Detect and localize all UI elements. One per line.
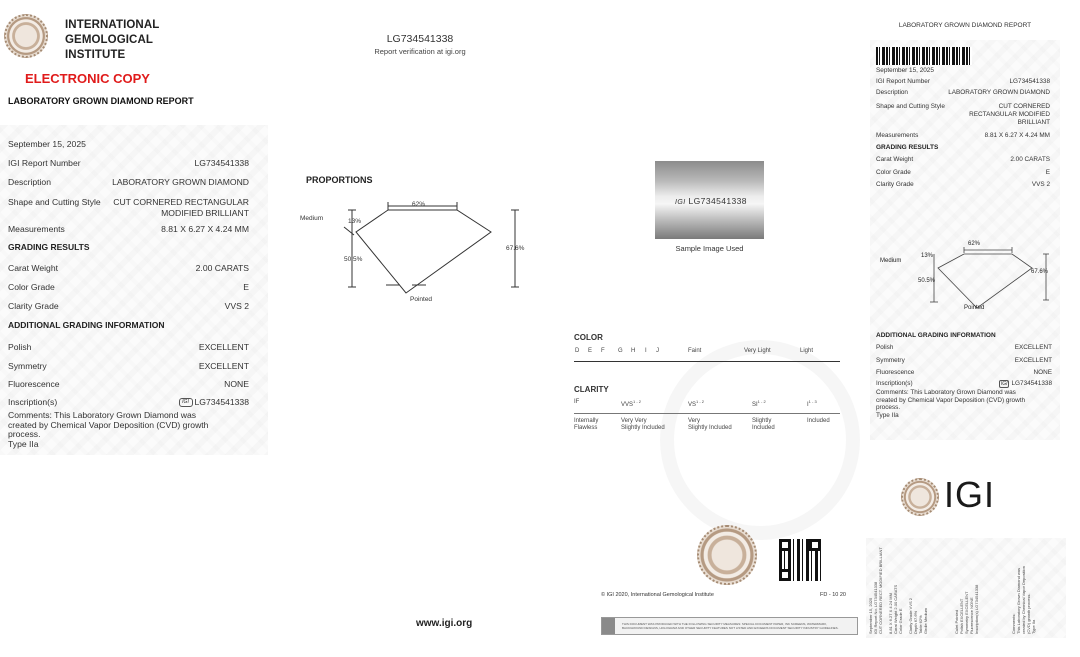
copyright: © IGI 2020, International Gemological Institute [601,592,714,598]
igi-wordmark: IGI [944,474,996,515]
clarity-code-i: $I^{1 - 3}$ [807,399,817,408]
color-grade-f: F [601,348,605,354]
mini-card-col-4: Culet Pointed Polish EXCELLENT Symmetry EXCELLENT Fluorescence NONE Inscription(s) LG734541338 [954,584,979,634]
org-name-line-3: INSTITUTE [65,49,126,61]
stub-pavilion-percent: 50.5% [918,278,936,284]
additional-info-heading: ADDITIONAL GRADING INFORMATION [8,320,165,330]
mini-card-col-5: Comments: This Laboratory Grown Diamond was created by Chemical Vapor Deposition (CVD) growth process. Type IIa [1011,566,1036,634]
stub-additional-heading: ADDITIONAL GRADING INFORMATION [876,332,996,339]
stub-culet-label: Pointed [964,305,985,311]
stub-crown-percent: 13% [921,253,934,259]
clarity-desc-if: Internally Flawless [574,418,599,431]
main-details: September 15, 2025 IGI Report Number LG734541338 Description LABORATORY GROWN DIAMOND Shape and Cutting Style CUT CORNERED RECTANGULAR MODIFIED BRILLIANT Measurements 8.81 X 6.27 X 4.24 MM GRADING RESULTS Carat Weight 2.00 CARATS Color Grade E Clarity Grade VVS 2 ADDITIONAL GRADING INFORMATION Polish EXCELLENT Symmetry EXCELLENT Fluorescence NONE Inscription(s) IGI LG734541338 Comments: This Laboratory Grown Diamond was created by Chemical Vapor Deposition (CVD) growth process. Type IIa [8,139,249,449]
org-name-line-2: GEMOLOGICAL [65,34,153,46]
qr-finder-bl [779,569,791,581]
stub-table-percent: 62% [968,241,981,247]
clarity-desc-i: Included [807,418,830,424]
security-notice [601,617,858,635]
clarity-code-si: SI$^{1 - 2}$ [752,399,766,408]
girdle-label: Medium [300,215,324,222]
verification-link[interactable]: Report verification at igi.org [374,47,466,56]
stub-girdle-label: Medium [880,258,902,264]
proportions-title: PROPORTIONS [306,175,373,185]
pavilion-percent: 50.5% [344,256,363,263]
color-range-faint: Faint [688,348,702,354]
color-scale-line [574,361,840,362]
center-header [340,33,500,56]
culet-label: Pointed [410,296,433,303]
stub-details: September 15, 2025 IGI Report Number LG734541338 Description LABORATORY GROWN DIAMOND Shape and Cutting Style CUT CORNERED RECTANGULAR MODIFIED BRILLIANT Measurements 8.81 X 6.27 X 4.24 MM GRADING RESULTS Carat Weight 2.00 CARATS Color Grade E Clarity Grade VVS 2 [876,67,1050,188]
clarity-desc-vs: Very Slightly Included [688,418,732,431]
color-grade-j: J [656,348,659,354]
diamond-profile-icon [296,195,536,310]
crown-percent: 13% [348,218,362,225]
org-name-line-1: INTERNATIONAL [65,19,160,31]
form-code: FD - 10 20 [820,592,846,598]
color-grade-i: I [645,348,647,354]
background-seal-watermark [660,340,860,540]
qr-finder-tr [809,539,821,551]
mini-card-col-2: 8.81 X 6.27 X 4.24 MM Carat Weight 2.00 CARATS Color Grade E [888,584,903,634]
proportions-diagram [296,195,536,310]
barcode [876,47,972,65]
color-grade-e: E [588,348,593,354]
table-percent: 62% [412,201,426,208]
color-grade-h: H [631,348,636,354]
color-grade-d: D [575,348,580,354]
clarity-code-vs: VS$^{1 - 2}$ [688,399,705,408]
color-grade-g: G [618,348,623,354]
report-number-header: LG734541338 [386,33,454,45]
sample-inscription-image [655,161,764,239]
security-text: THIS DOCUMENT WAS PRODUCED WITH THE FOLLOWING SECURITY MEASURES: SPECIAL DOCUMENT PAPER, INK SCREENS, WATERMARK, BACKGROUND DESIGNS, HOLOGRAM AND OTHER SECURITY FEATURES NOT LISTED AND EXCEEDS DOCUMENT SECURITY INDUSTRY GUIDELINES. [622,622,839,630]
igi-seal-logo [4,14,48,58]
mini-card [866,538,1066,638]
org-name [65,18,159,63]
clarity-desc-si: Slightly Included [752,418,775,431]
sample-inscription-text: IGI LG734541338 [675,196,747,206]
mini-card-col-1: September 15, 2025 IGI Report No. LG734541338 CUT CORNERED RECT. MODIFIED BRILLIANT [868,547,883,634]
clarity-desc-vvs: Very Very Slightly Included [621,418,665,431]
clarity-code-vvs: VVS$^{1 - 2}$ [621,399,642,408]
color-scale-title: COLOR [574,333,603,342]
clarity-code-if: IF [574,399,580,405]
stub-comments: Comments: This Laboratory Grown Diamond was created by Chemical Vapor Deposition (CVD) growth process. Type IIa [876,389,1026,419]
clarity-scale-title: CLARITY [574,385,609,394]
comments: Comments: This Laboratory Grown Diamond was created by Chemical Vapor Deposition (CVD) growth process. Type IIa [8,410,209,449]
color-scale [574,348,840,364]
igi-logo-icon: IGI [179,398,193,407]
stub-depth-percent: 67.6% [1031,269,1049,275]
clarity-scale-line [574,413,840,414]
mini-card-col-3: Clarity Grade VVS 2 Depth 67.6% Table 62% Girdle Medium [908,597,928,634]
total-depth-percent: 67.6% [506,245,525,252]
report-title: LABORATORY GROWN DIAMOND REPORT [8,96,194,106]
igi-logo-icon: IGI [1000,381,1008,387]
sample-caption: Sample Image Used [675,244,744,253]
grading-results-heading: GRADING RESULTS [8,242,90,252]
lock-icon [602,618,615,634]
qr-code[interactable] [779,539,821,581]
qr-finder-tl [779,539,791,551]
stub-proportions-diagram [876,238,1056,318]
igi-seal-logo-small [901,478,939,516]
stub-grading-heading: GRADING RESULTS [876,144,939,151]
website-link[interactable]: www.igi.org [416,618,473,629]
igi-logo-icon: IGI [675,199,686,206]
stub-title: LABORATORY GROWN DIAMOND REPORT [898,22,1032,29]
igi-gold-seal [697,525,757,585]
clarity-scale [574,399,840,439]
color-range-light: Light [800,348,814,354]
electronic-copy-label: ELECTRONIC COPY [25,71,150,86]
color-range-very-light: Very Light [744,348,771,354]
stub-additional: ADDITIONAL GRADING INFORMATION Polish EXCELLENT Symmetry EXCELLENT Fluorescence NONE Inscription(s) IGI LG734541338 Comments: This Laboratory Grown Diamond was created by Chemical Vapor Deposition (CVD) growth process. Type IIa [876,332,1052,419]
